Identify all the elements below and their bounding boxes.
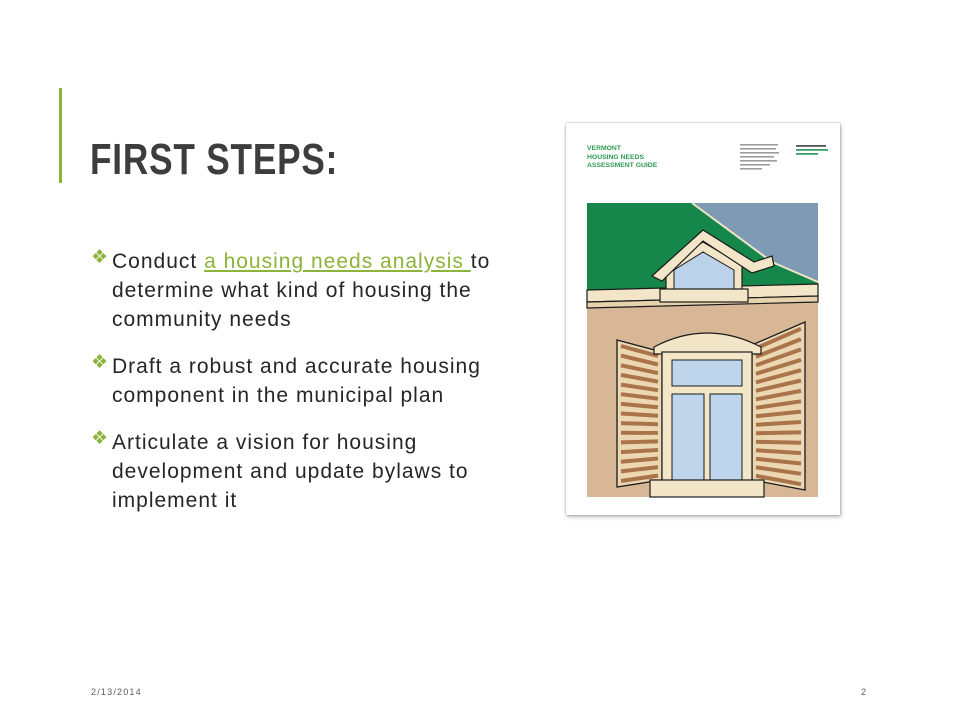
contact-line (796, 153, 818, 155)
title-accent-bar (59, 88, 62, 183)
bullet-line: component in the municipal plan (112, 384, 445, 407)
shutter-slat (756, 432, 801, 433)
footer-date: 2/13/2014 (91, 687, 142, 697)
window-transom-glass (672, 360, 742, 386)
cover-svg (566, 123, 840, 515)
window-right-glass (710, 394, 742, 480)
diamond-bullet-icon (91, 353, 108, 372)
bullet-line: implement it (112, 489, 238, 512)
shutter-slat (621, 414, 658, 416)
housing-guide-cover-image (566, 123, 840, 515)
housing-needs-analysis-link[interactable]: a housing needs analysis (204, 250, 471, 273)
left-shutter (617, 340, 662, 487)
bullet-item (112, 247, 490, 334)
blurb-line (740, 160, 777, 162)
blurb-line (740, 144, 778, 146)
shutter-slat (621, 423, 658, 424)
diamond-bullet-icon (91, 429, 108, 448)
cover-title (587, 145, 658, 169)
window-left-glass (672, 394, 704, 480)
bullet-text: to (470, 250, 491, 273)
bullet-item (112, 428, 490, 515)
shutter-slat (621, 450, 658, 452)
bullet-line (112, 247, 490, 276)
diamond-bullet-icon (91, 248, 108, 267)
bullet-line: determine what kind of housing the (112, 279, 472, 302)
blurb-line (740, 152, 779, 154)
bullet-line: community needs (112, 308, 292, 331)
cover-contact-lines (796, 145, 828, 155)
blurb-line (740, 148, 776, 150)
blurb-line (740, 164, 770, 166)
bullet-line: development and update bylaws to (112, 460, 469, 483)
blurb-line (740, 168, 762, 170)
contact-line (796, 149, 828, 151)
main-window (650, 333, 764, 497)
slide-title: FIRST STEPS: (90, 135, 339, 184)
contact-line (796, 145, 826, 147)
cover-title-line: VERMONT (587, 145, 621, 152)
bullet-list (112, 247, 490, 533)
bullet-line: Articulate a vision for housing (112, 431, 418, 454)
bullet-item (112, 352, 490, 410)
shutter-slat (621, 441, 658, 442)
cover-illustration (587, 203, 818, 497)
bullet-text: Conduct (112, 250, 205, 273)
shutter-slat (756, 450, 801, 453)
bullet-line: Draft a robust and accurate housing (112, 355, 481, 378)
shutter-slat (756, 422, 801, 425)
dormer-base (660, 289, 748, 302)
blurb-line (740, 156, 774, 158)
cover-blurb-lines (740, 144, 779, 170)
shutter-slat (756, 442, 801, 443)
cover-title-line: ASSESSMENT GUIDE (587, 162, 658, 169)
window-sill (650, 480, 764, 497)
cover-title-line: HOUSING NEEDS (587, 154, 645, 161)
footer-page-number: 2 (861, 687, 868, 697)
